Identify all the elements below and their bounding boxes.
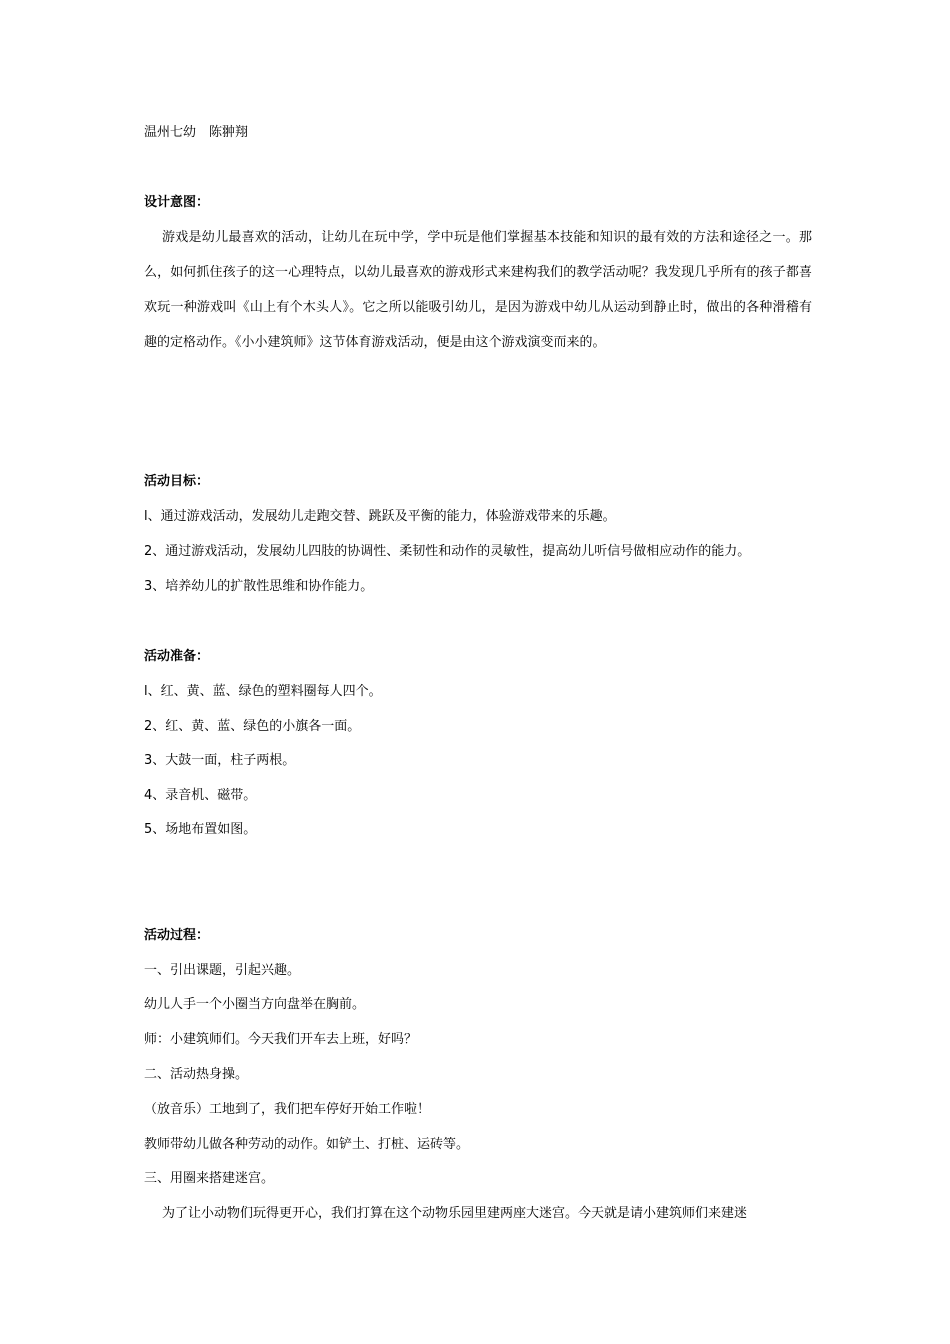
preparation-item: 5、场地布置如图。 <box>144 822 257 837</box>
goals-heading: 活动目标： <box>144 474 210 489</box>
preparation-item: 2、红、黄、蓝、绿色的小旗各一面。 <box>144 719 361 734</box>
preparation-item: 3、大鼓一面，柱子两根。 <box>144 753 296 768</box>
goal-item: 2、通过游戏活动，发展幼儿四肢的协调性、柔韧性和动作的灵敏性，提高幼儿听信号做相应动作的能力。 <box>144 544 751 559</box>
process-line: 幼儿人手一个小圈当方向盘举在胸前。 <box>144 997 366 1012</box>
process-line: 教师带幼儿做各种劳动的动作。如铲土、打桩、运砖等。 <box>144 1137 470 1152</box>
process-line: 三、用圈来搭建迷宫。 <box>144 1171 275 1186</box>
goal-item: 3、培养幼儿的扩散性思维和协作能力。 <box>144 579 374 594</box>
preparation-heading: 活动准备： <box>144 649 210 664</box>
process-line: 二、活动热身操。 <box>144 1067 249 1082</box>
goal-item: l、通过游戏活动，发展幼儿走跑交替、跳跃及平衡的能力，体验游戏带来的乐趣。 <box>144 509 616 524</box>
design-intent-paragraph: 游戏是幼儿最喜欢的活动，让幼儿在玩中学，学中玩是他们掌握基本技能和知识的最有效的方法和途径之一。那么，如何抓住孩子的这一心理特点，以幼儿最喜欢的游戏形式来建构我们的教学活动呢？我发现几乎所有的孩子都喜欢玩一种游戏叫《山上有个木头人》。它之所以能吸引幼儿，是因为游戏中幼儿从运动到静止时，做出的各种滑稽有趣的定格动作。《小小建筑师》这节体育游戏活动，便是由这个游戏演变而来的。 <box>144 230 812 350</box>
process-line: 师：小建筑师们。今天我们开车去上班，好吗？ <box>144 1032 418 1047</box>
preparation-item: 4、录音机、磁带。 <box>144 788 257 803</box>
author-line: 温州七幼 陈翀翔 <box>144 125 249 140</box>
design-intent-heading: 设计意图： <box>144 195 210 210</box>
process-line: （放音乐）工地到了，我们把车停好开始工作啦！ <box>144 1102 431 1117</box>
process-trailing-paragraph: 为了让小动物们玩得更开心，我们打算在这个动物乐园里建两座大迷宫。今天就是请小建筑师们来建迷 <box>162 1206 748 1221</box>
process-heading: 活动过程： <box>144 928 210 943</box>
process-line: 一、引出课题，引起兴趣。 <box>144 963 301 978</box>
preparation-item: l、红、黄、蓝、绿色的塑料圈每人四个。 <box>144 684 382 699</box>
